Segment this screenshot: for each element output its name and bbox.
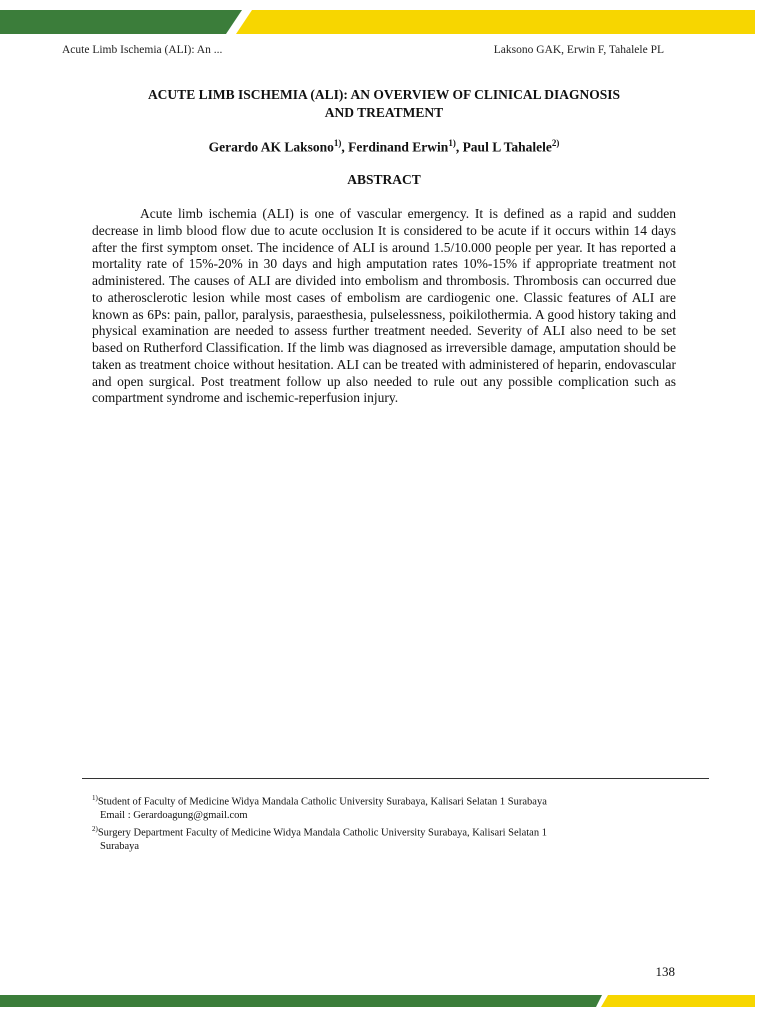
author-list bbox=[90, 138, 678, 156]
footnote-2-text: Surgery Department Faculty of Medicine Widya Mandala Catholic University Surabaya, Kalisari Selatan 1 bbox=[97, 827, 547, 838]
footnote-1-email: Email : Gerardoagung@gmail.com bbox=[100, 810, 248, 821]
header-yellow-stripe bbox=[236, 10, 755, 34]
footnote-2-mark: 2) bbox=[92, 824, 98, 833]
footer-color-band bbox=[0, 995, 768, 1007]
footnote-1 bbox=[92, 792, 692, 809]
header-green-stripe bbox=[0, 10, 242, 34]
title-line-2: AND TREATMENT bbox=[324, 105, 444, 120]
running-head-left: Acute Limb Ischemia (ALI): An ... bbox=[62, 44, 223, 56]
running-head-right: Laksono GAK, Erwin F, Tahalele PL bbox=[493, 44, 664, 56]
author-affiliation: 1) bbox=[448, 138, 456, 148]
footnote-1-mark: 1) bbox=[92, 794, 98, 802]
footer-green-stripe bbox=[0, 995, 602, 1007]
author-affiliation: 2) bbox=[551, 138, 560, 148]
title-line-1: ACUTE LIMB ISCHEMIA (ALI): AN OVERVIEW OF CLINICAL DIAGNOSIS bbox=[147, 87, 621, 102]
footnote-divider bbox=[82, 778, 709, 779]
footnote-2-continued: Surabaya bbox=[100, 840, 140, 852]
footnotes bbox=[92, 792, 692, 853]
author-name: Paul L Tahalele bbox=[462, 139, 552, 155]
author-separator: , bbox=[341, 139, 349, 155]
paper-title bbox=[90, 86, 678, 122]
page-number: 138 bbox=[655, 964, 675, 979]
header-color-band bbox=[0, 10, 768, 34]
author-name: Gerardo AK Laksono bbox=[208, 139, 334, 155]
author-separator: , bbox=[455, 139, 463, 155]
footnote-1-text: Student of Faculty of Medicine Widya Mandala Catholic University Surabaya, Kalisari Selatan 1 Surabaya bbox=[97, 796, 547, 808]
footnote-2 bbox=[92, 823, 692, 840]
author-affiliation: 1) bbox=[333, 138, 342, 148]
abstract-heading: ABSTRACT bbox=[347, 172, 421, 187]
author-name: Ferdinand Erwin bbox=[348, 139, 449, 155]
footer-yellow-stripe bbox=[601, 995, 755, 1007]
abstract-body: Acute limb ischemia (ALI) is one of vascular emergency. It is defined as a rapid and sudden decrease in limb blood flow due to acute occlusion It is considered to be acute if it occurs within 14 days after the first symptom onset. The incidence of ALI is around 1.5/10.000 people per year. It has reported a mortality rate of 15%-20% in 30 days and high amputation rates 10%-15% if appropriate treatment not administered. The causes of ALI are divided into embolism and thrombosis. Thrombosis can occurred due to atherosclerotic lesion while most cases of embolism are cardiogenic one. Classic features of ALI are known as 6Ps: pain, pallor, paralysis, paraesthesia, pulselessness, poikilothermia. A good history taking and physical examination are needed to assess further treatment needed. Severity of ALI also need to be set based on Rutherford Classification. If the limb was diagnosed as irreversible damage, amputation should be taken as treatment choice without hesitation. ALI can be treated with administered of heparin, endovascular and open surgical. Post treatment follow up also needed to rule out any possible complication such as compartment syndrome and ischemic-reperfusion injury. bbox=[92, 206, 676, 406]
